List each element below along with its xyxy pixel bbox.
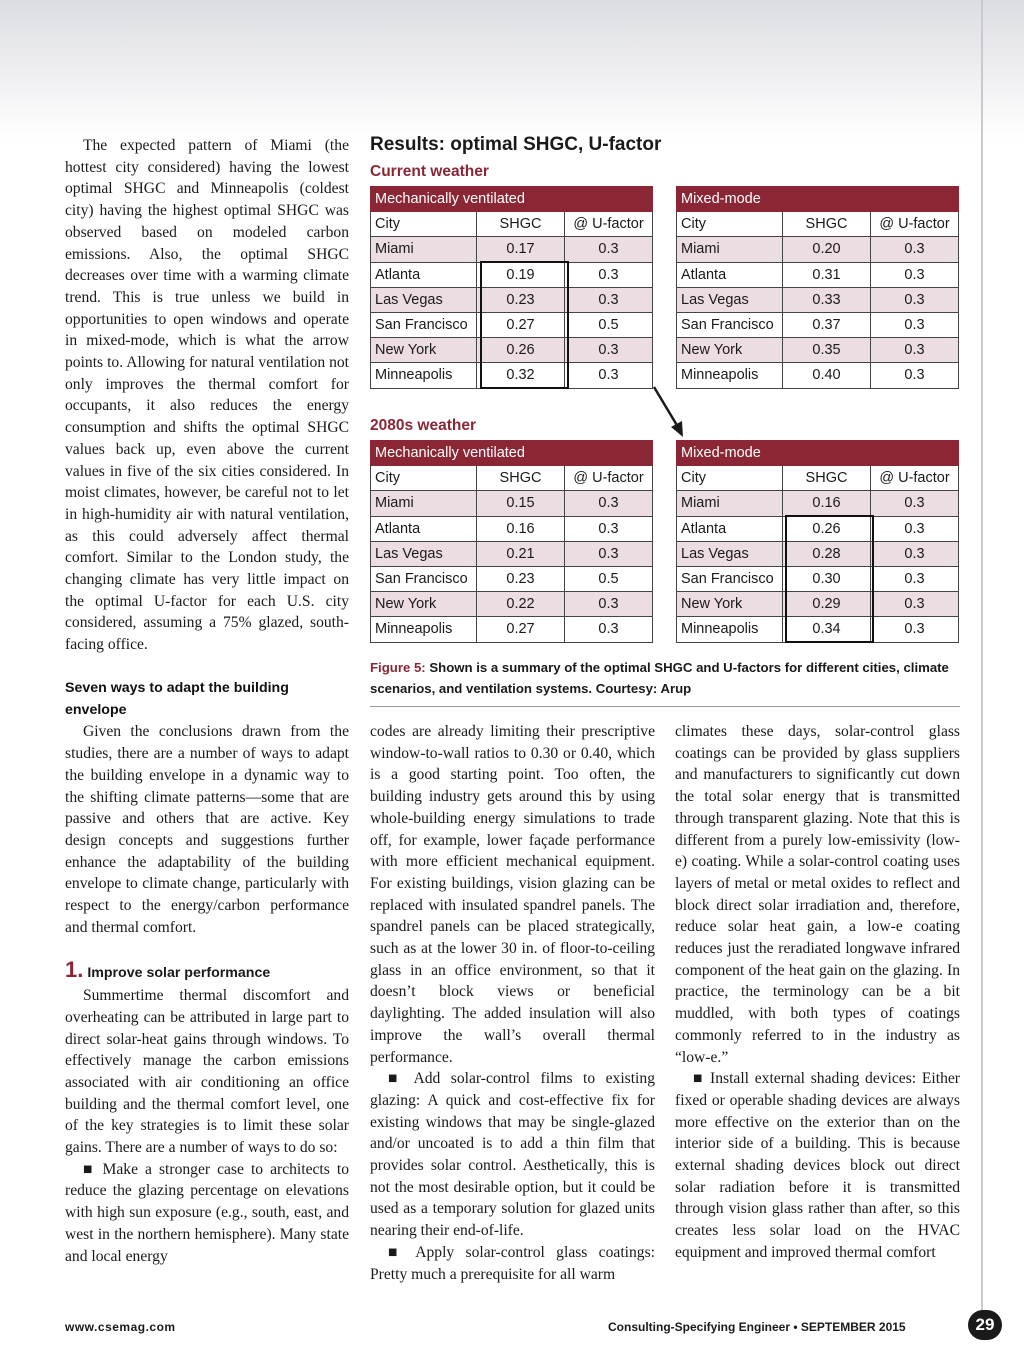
paragraph: Given the conclusions drawn from the studies, there are a number of ways to adapt the building envelope in a dynamic way to the shifting climate patterns—some that are passive and others that are active. Key design concepts and suggestions further enhance the adaptability of the building envelope to climate change, particularly with respect to the energy/carbon performance and thermal comfort. — [65, 723, 349, 936]
cell-shgc: 0.21 — [477, 541, 565, 566]
table-header-row — [677, 187, 959, 212]
table-row — [677, 516, 959, 541]
cell-ufactor: 0.3 — [565, 617, 653, 642]
table-row — [677, 363, 959, 388]
footer-magazine: Consulting-Specifying Engineer • SEPTEMBER 2015 — [608, 1320, 906, 1334]
cell-ufactor: 0.3 — [871, 592, 959, 617]
table-row — [371, 363, 653, 388]
cell-shgc: 0.30 — [783, 566, 871, 591]
cell-city: Miami — [677, 237, 783, 262]
table-column-headers — [677, 466, 959, 491]
cell-ufactor: 0.3 — [871, 363, 959, 388]
table-column-headers — [371, 212, 653, 237]
figure-caption — [370, 657, 960, 699]
cell-shgc: 0.23 — [477, 566, 565, 591]
column-header-city: City — [371, 466, 477, 491]
cell-city: Las Vegas — [677, 287, 783, 312]
cell-city: San Francisco — [677, 312, 783, 337]
column-header-ufactor: @ U-factor — [871, 212, 959, 237]
column-header-shgc: SHGC — [477, 212, 565, 237]
table-group-label: Mixed-mode — [677, 187, 959, 212]
bullet-paragraph: ■ Install external shading devices: Either fixed or operable shading devices are always more effective on the exterior than on the interior side of a building. This is because external shading devices block out direct solar radiation before it is transmitted through vision glass rather than after, so this creates less solar load on the HVAC equipment and improved thermal comfort — [675, 1070, 960, 1261]
table-group-label: Mechanically ventilated — [371, 187, 653, 212]
table-row — [371, 338, 653, 363]
cell-shgc: 0.29 — [783, 592, 871, 617]
section-subhead: Seven ways to adapt the building envelope — [65, 680, 289, 718]
cell-shgc: 0.37 — [783, 312, 871, 337]
right-column — [675, 721, 960, 1264]
cell-city: Minneapolis — [371, 363, 477, 388]
cell-ufactor: 0.3 — [565, 287, 653, 312]
cell-shgc: 0.16 — [783, 491, 871, 516]
cell-ufactor: 0.3 — [871, 262, 959, 287]
table-row — [677, 312, 959, 337]
table-header-row — [371, 187, 653, 212]
cell-city: Las Vegas — [371, 541, 477, 566]
cell-shgc: 0.17 — [477, 237, 565, 262]
table-row — [677, 491, 959, 516]
left-column-bottom — [65, 678, 349, 1267]
table-row — [371, 566, 653, 591]
cell-city: New York — [371, 592, 477, 617]
bullet-paragraph: ■ Make a stronger case to architects to reduce the glazing percentage on elevations with high sun exposure (e.g., south, east, and west in the northern hemisphere). Many state and local energy — [65, 1160, 349, 1265]
table-row — [371, 287, 653, 312]
table-column-headers — [677, 212, 959, 237]
cell-ufactor: 0.3 — [871, 491, 959, 516]
table-row — [371, 592, 653, 617]
cell-city: Minneapolis — [677, 617, 783, 642]
cell-city: New York — [371, 338, 477, 363]
cell-shgc: 0.40 — [783, 363, 871, 388]
cell-shgc: 0.35 — [783, 338, 871, 363]
cell-shgc: 0.23 — [477, 287, 565, 312]
header-shading — [0, 0, 1024, 140]
cell-ufactor: 0.3 — [565, 516, 653, 541]
paragraph: Summertime thermal discomfort and overheating can be attributed in large part to direct solar-heat gains through windows. To effectively manage the carbon emissions associated with air conditioning an office building and the thermal comfort level, one of the key strategies is to limit these solar gains. There are a number of ways to do so: — [65, 987, 349, 1157]
cell-ufactor: 0.3 — [565, 592, 653, 617]
table-row — [371, 262, 653, 287]
table-row — [677, 541, 959, 566]
numbered-heading — [65, 959, 349, 985]
cell-ufactor: 0.5 — [565, 566, 653, 591]
table-group-label: Mechanically ventilated — [371, 441, 653, 466]
cell-ufactor: 0.5 — [565, 312, 653, 337]
cell-shgc: 0.28 — [783, 541, 871, 566]
cell-city: Atlanta — [677, 516, 783, 541]
table-row — [371, 516, 653, 541]
future-weather-label: 2080s weather — [370, 417, 476, 434]
cell-city: New York — [677, 592, 783, 617]
margin-rule — [981, 0, 983, 1320]
cell-shgc: 0.33 — [783, 287, 871, 312]
paragraph: The expected pattern of Miami (the hottest city considered) having the lowest optimal SHGC and Minneapolis (coldest city) having the highest optimal SHGC was observed based on modeled carbon emissions. Also, the optimal SHGC decreases over time with a warming climate trend. This is true unless we build in opportunities to open windows and operate in mixed-mode, which is what the arrow points to. Allowing for natural ventilation not only improves the thermal comfort for occupants, it also reduces the energy consumption and shifts the optimal SHGC values back up, even above the current values in five of the six cities considered. In moist climates, however, be careful not to let in high-humidity air with natural ventilation, as this could adversely affect thermal comfort. Similar to the London study, the changing climate has very little impact on the optimal U-factor for each U.S. city considered, assuming a 75% glazed, south-facing office. — [65, 137, 349, 654]
table-row — [677, 617, 959, 642]
cell-shgc: 0.15 — [477, 491, 565, 516]
column-header-city: City — [371, 212, 477, 237]
table-header-row — [371, 441, 653, 466]
cell-ufactor: 0.3 — [565, 363, 653, 388]
table-current-mechanical — [370, 186, 653, 389]
cell-city: Miami — [677, 491, 783, 516]
cell-ufactor: 0.3 — [871, 312, 959, 337]
cell-ufactor: 0.3 — [565, 237, 653, 262]
cell-city: Atlanta — [677, 262, 783, 287]
table-row — [677, 262, 959, 287]
heading-title: Improve solar performance — [87, 965, 271, 982]
table-row — [677, 566, 959, 591]
cell-ufactor: 0.3 — [871, 237, 959, 262]
cell-shgc: 0.27 — [477, 617, 565, 642]
caption-divider — [370, 706, 960, 707]
table-row — [371, 541, 653, 566]
table-row — [677, 592, 959, 617]
cell-shgc: 0.19 — [477, 262, 565, 287]
paragraph: codes are already limiting their prescriptive window-to-wall ratios to 0.30 or 0.40, which is a good starting point. Too often, the building industry gets around this by using whole-building energy simulations to trade off, for example, lower façade performance with more efficient mechanical equipment. For existing buildings, vision glazing can be replaced with insulated spandrel panels. The spandrel panels can be placed strategically, such as at the lower 30 in. of floor-to-ceiling glass in an office environment, so that it doesn’t block views or beneficial daylighting. The added insulation will also improve the wall’s overall thermal performance. — [370, 723, 655, 1066]
cell-city: Minneapolis — [677, 363, 783, 388]
cell-city: New York — [677, 338, 783, 363]
table-row — [371, 617, 653, 642]
cell-shgc: 0.16 — [477, 516, 565, 541]
caption-text: Shown is a summary of the optimal SHGC and U-factors for different cities, climate scenarios, and ventilation systems. Courtesy: Arup — [370, 660, 949, 696]
table-row — [371, 491, 653, 516]
figure-title: Results: optimal SHGC, U-factor — [370, 134, 662, 155]
paragraph: climates these days, solar-control glass coatings can be provided by glass suppliers and manufacturers to significantly cut down the total solar energy that is transmitted through transparent glazing. Note that this is different from a purely low-emissivity (low-e) coating. While a solar-control coating uses layers of metal or metal oxides to reflect and block direct solar irradiation and, therefore, reduce solar heat gain, a low-e coating reduces just the reradiated longwave infrared component of the heat gain on the glazing. In practice, the terminology can be a bit muddled, with both types of coatings commonly referred to in the industry as “low-e.” — [675, 723, 960, 1066]
cell-city: San Francisco — [371, 312, 477, 337]
cell-city: Minneapolis — [371, 617, 477, 642]
column-header-city: City — [677, 212, 783, 237]
table-future-mechanical — [370, 440, 653, 643]
cell-shgc: 0.22 — [477, 592, 565, 617]
bullet-paragraph: ■ Apply solar-control glass coatings: Pretty much a prerequisite for all warm — [370, 1243, 655, 1283]
table-row — [371, 312, 653, 337]
column-header-shgc: SHGC — [783, 212, 871, 237]
table-column-headers — [371, 466, 653, 491]
cell-city: San Francisco — [371, 566, 477, 591]
footer-url: www.csemag.com — [65, 1320, 176, 1334]
cell-ufactor: 0.3 — [871, 617, 959, 642]
column-header-ufactor: @ U-factor — [565, 212, 653, 237]
cell-ufactor: 0.3 — [871, 566, 959, 591]
cell-city: Miami — [371, 491, 477, 516]
table-row — [677, 338, 959, 363]
page-number: 29 — [968, 1310, 1002, 1340]
table-row — [371, 237, 653, 262]
cell-city: San Francisco — [677, 566, 783, 591]
cell-shgc: 0.27 — [477, 312, 565, 337]
cell-shgc: 0.26 — [783, 516, 871, 541]
left-column-top — [65, 135, 349, 656]
cell-ufactor: 0.3 — [565, 262, 653, 287]
cell-shgc: 0.31 — [783, 262, 871, 287]
column-header-shgc: SHGC — [783, 466, 871, 491]
cell-shgc: 0.26 — [477, 338, 565, 363]
table-row — [677, 237, 959, 262]
cell-ufactor: 0.3 — [871, 287, 959, 312]
table-row — [677, 287, 959, 312]
table-group-label: Mixed-mode — [677, 441, 959, 466]
cell-shgc: 0.32 — [477, 363, 565, 388]
column-header-city: City — [677, 466, 783, 491]
arrow-icon — [650, 385, 690, 440]
current-weather-label: Current weather — [370, 163, 489, 180]
cell-ufactor: 0.3 — [565, 491, 653, 516]
table-current-mixed-mode — [676, 186, 959, 389]
figure-label: Figure 5: — [370, 660, 426, 675]
bullet-paragraph: ■ Add solar-control films to existing glazing: A quick and cost-effective fix for existing windows that may be single-glazed and/or uncoated is to add a thin film that provides solar control. Aesthetically, this is not the most desirable option, but it could be used as a temporary solution for glazed units nearing their end-of-life. — [370, 1070, 655, 1240]
cell-city: Miami — [371, 237, 477, 262]
table-header-row — [677, 441, 959, 466]
cell-city: Atlanta — [371, 516, 477, 541]
cell-shgc: 0.34 — [783, 617, 871, 642]
cell-ufactor: 0.3 — [565, 541, 653, 566]
column-header-ufactor: @ U-factor — [565, 466, 653, 491]
cell-city: Atlanta — [371, 262, 477, 287]
table-future-mixed-mode — [676, 440, 959, 643]
column-header-shgc: SHGC — [477, 466, 565, 491]
column-header-ufactor: @ U-factor — [871, 466, 959, 491]
cell-ufactor: 0.3 — [871, 338, 959, 363]
heading-number: 1. — [65, 957, 84, 983]
cell-ufactor: 0.3 — [565, 338, 653, 363]
cell-ufactor: 0.3 — [871, 516, 959, 541]
cell-shgc: 0.20 — [783, 237, 871, 262]
cell-city: Las Vegas — [677, 541, 783, 566]
middle-column — [370, 721, 655, 1285]
cell-ufactor: 0.3 — [871, 541, 959, 566]
cell-city: Las Vegas — [371, 287, 477, 312]
